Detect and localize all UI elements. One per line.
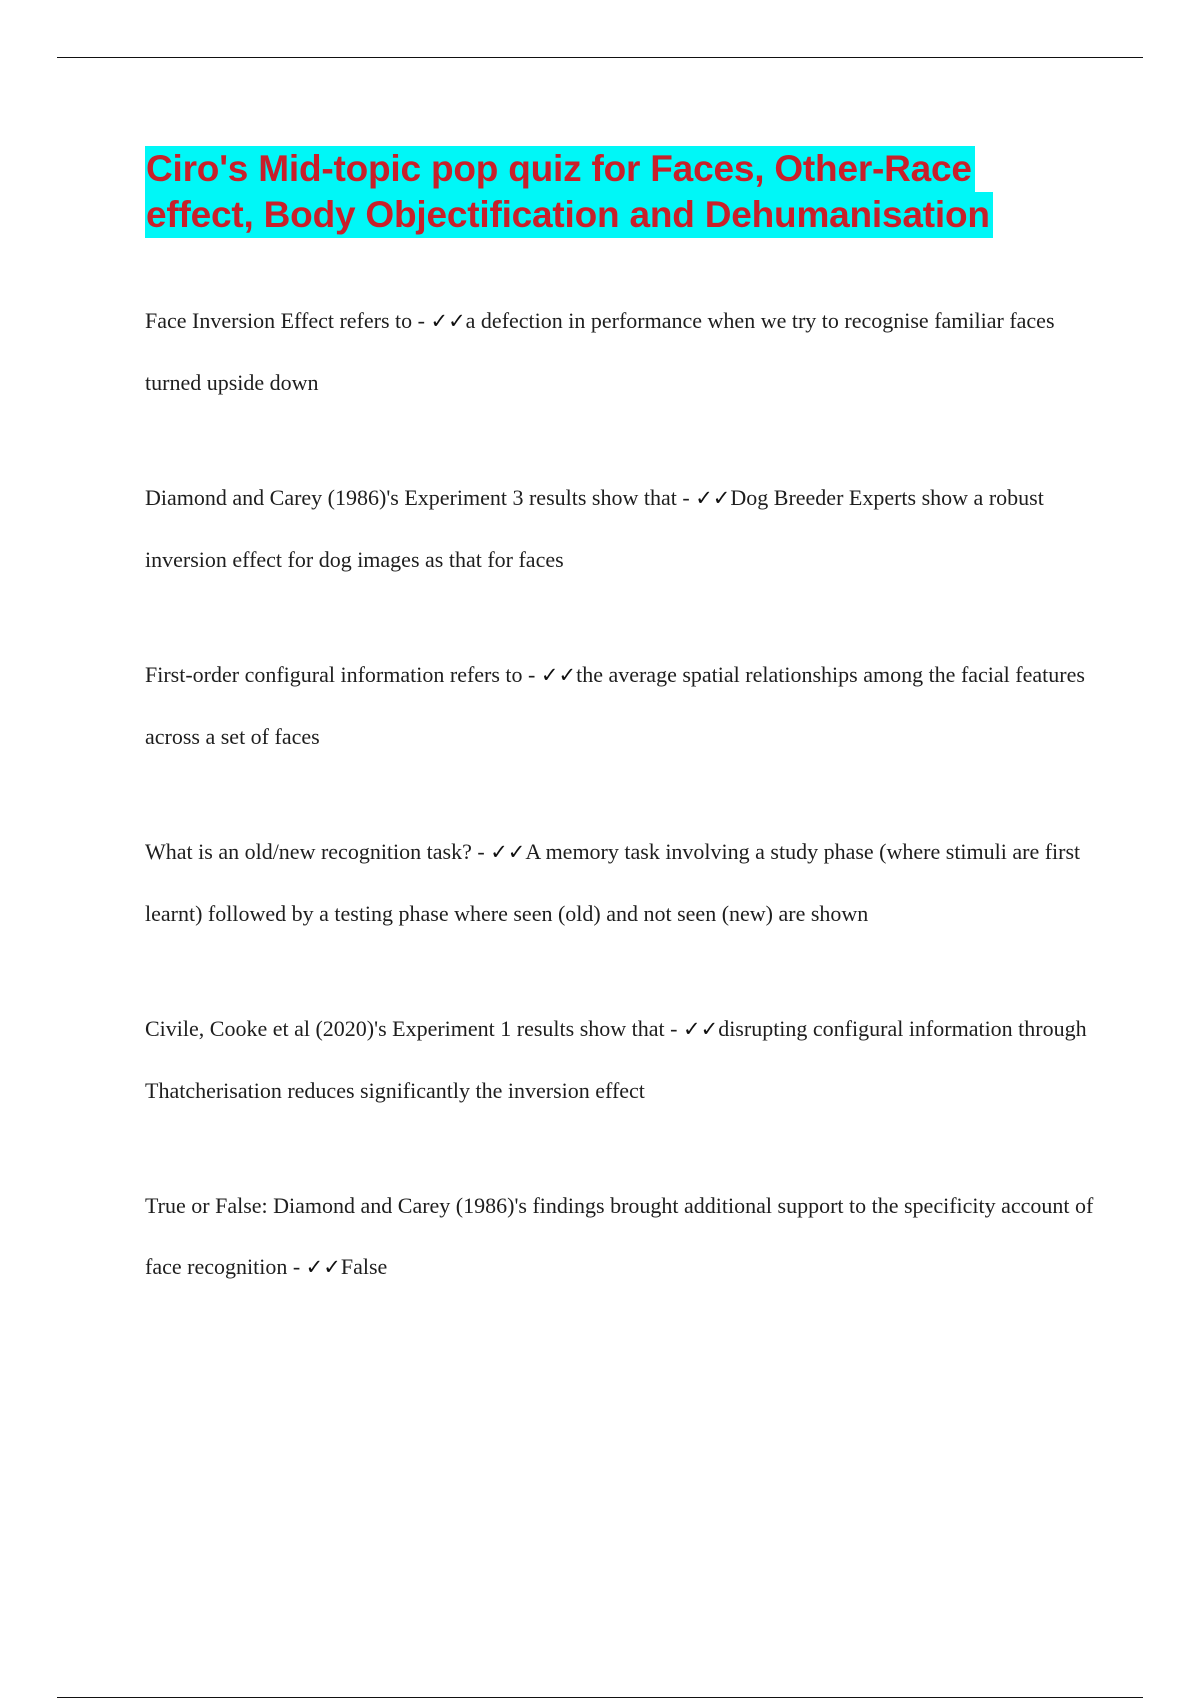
question-text: Diamond and Carey (1986)'s Experiment 3 results show that - xyxy=(145,485,696,510)
qa-item-true-false-specificity xyxy=(145,1175,1095,1298)
bottom-rule xyxy=(57,1697,1143,1698)
title-line-2: effect, Body Objectification and Dehumanisation xyxy=(145,192,993,238)
double-check-icon: ✓✓ xyxy=(695,486,731,510)
double-check-icon: ✓✓ xyxy=(430,309,466,333)
double-check-icon: ✓✓ xyxy=(305,1255,341,1279)
answer-text: disrupting configural information through Thatcherisation reduces significantly the inversion effect xyxy=(145,1016,1087,1103)
qa-list xyxy=(145,290,1095,1352)
double-check-icon: ✓✓ xyxy=(540,663,577,687)
question-text: Civile, Cooke et al (2020)'s Experiment 1 results show that - xyxy=(145,1016,683,1041)
qa-item-old-new-recognition xyxy=(145,821,1095,944)
double-check-icon: ✓✓ xyxy=(682,1017,719,1041)
title-line-1: Ciro's Mid-topic pop quiz for Faces, Other-Race xyxy=(145,146,975,192)
answer-text: a defection in performance when we try to recognise familiar faces turned upside down xyxy=(145,308,1055,395)
answer-text: Dog Breeder Experts show a robust inversion effect for dog images as that for faces xyxy=(145,485,1044,572)
answer-text: False xyxy=(340,1254,388,1279)
qa-item-diamond-carey-exp3 xyxy=(145,467,1095,590)
qa-item-civile-cooke-exp1 xyxy=(145,998,1095,1121)
question-text: First-order configural information refers to - xyxy=(145,662,541,687)
qa-item-face-inversion xyxy=(145,290,1095,413)
qa-item-first-order-configural xyxy=(145,644,1095,767)
question-text: True or False: Diamond and Carey (1986)'s findings brought additional support to the specificity account of face recognition - xyxy=(145,1193,1094,1279)
top-rule xyxy=(57,57,1143,58)
answer-text: the average spatial relationships among the facial features across a set of faces xyxy=(145,662,1085,749)
question-text: What is an old/new recognition task? - xyxy=(145,839,491,864)
answer-text: A memory task involving a study phase (where stimuli are first learnt) followed by a testing phase where seen (old) and not seen (new) are shown xyxy=(145,839,1081,926)
double-check-icon: ✓✓ xyxy=(490,840,526,864)
document-title xyxy=(145,146,1095,238)
question-text: Face Inversion Effect refers to - xyxy=(145,308,431,333)
